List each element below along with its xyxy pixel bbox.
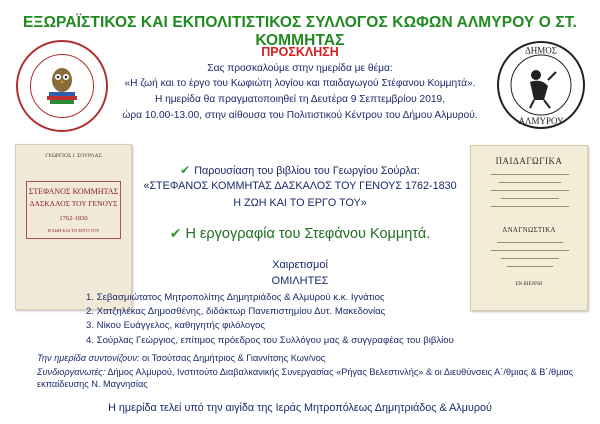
check-icon: ✔ — [169, 225, 182, 241]
invitation-heading: ΠΡΟΣΚΛΗΣΗ — [261, 45, 339, 59]
ergography-line: ✔ Η εργογραφία του Στεφάνου Κομμητά. — [169, 225, 431, 242]
speaker-item: 1. Σεβασμιώτατος Μητροπολίτης Δημητριάδος & Αλμυρού κ.κ. Ιγνάτιος — [86, 292, 385, 303]
book-title-1: ΣΤΕΦΑΝΟΣ ΚΟΜΜΗΤΑΣ — [28, 187, 119, 196]
check-icon: ✔ — [180, 163, 191, 177]
invitation-line-2: «Η ζωή και το έργο του Κωφιώτη λογίου και παιδαγωγού Στέφανου Κομμητά». — [124, 78, 476, 89]
organizers-value: Δήμος Αλμυρού, Ινστιτούτο Διαβαλκανικής Συνεργασίας «Ρήγας Βελεστινλής» & οι Διευθύνσεις Α΄/θμιας & Β΄/θμιας εκπαίδευσης Ν. Μαγνησίας — [37, 367, 574, 389]
organizers-block — [37, 367, 577, 390]
coordinators-value: οι Τσούτσας Δημήτριος & Γιαννίτσης Κων/νος — [142, 353, 326, 363]
book-title-2: ΔΑΣΚΑΛΟΣ ΤΟΥ ΓΕΝΟΥΣ — [29, 199, 118, 208]
book-years: 1762-1830 — [59, 215, 88, 222]
speaker-item: 2. Χατζηλέκας Δημοσθένης, διδάκτωρ Πανεπιστημίου Δυτ. Μακεδονίας — [86, 306, 386, 317]
speaker-item: 4. Σούρλας Γεώργιος, επίτιμος πρόεδρος του Συλλόγου μας & συγγραφέας του βιβλίου — [86, 335, 454, 346]
book-subtitle: Η ΖΩΗ ΚΑΙ ΤΟ ΕΡΓΟ ΤΟΥ — [47, 228, 100, 233]
old-book-heading: ΠΑΙΔΑΓΩΓΙΚΑ — [495, 156, 563, 166]
old-book-place: ΕΝ ΒΙΕΝΝΗ — [515, 282, 543, 287]
presentation-line-3: Η ΖΩΗ ΚΑΙ ΤΟ ΕΡΓΟ ΤΟΥ» — [233, 197, 367, 209]
coordinators-label: Την ημερίδα συντονίζουν: — [37, 353, 140, 363]
seal-bottom-text: ΑΛΜΥΡΟΥ — [518, 116, 564, 126]
greetings: Χαιρετισμοί — [272, 259, 328, 271]
invitation-line-1: Σας προσκαλούμε στην ημερίδα με θέμα: — [207, 63, 393, 74]
seal-top-text: ΔΗΜΟΣ — [524, 45, 558, 56]
old-book-subheading: ΑΝΑΓΝΩΣΤΙΚΑ — [502, 226, 556, 234]
association-title: ΕΞΩΡΑΪΣΤΙΚΟΣ ΚΑΙ ΕΚΠΟΛΙΤΙΣΤΙΚΟΣ ΣΥΛΛΟΓΟΣ ΚΩΦΩΝ ΑΛΜΥΡΟΥ Ο ΣΤ. ΚΟΜΜΗΤΑΣ — [22, 14, 577, 49]
coordinators-line — [37, 353, 325, 363]
speakers-heading: ΟΜΙΛΗΤΕΣ — [271, 275, 329, 287]
presentation-line-1: ✔ Παρουσίαση του βιβλίου του Γεωργίου Σούρλα: — [180, 163, 420, 177]
auspices-footer: Η ημερίδα τελεί υπό την αιγίδα της Ιεράς Μητροπόλεως Δημητριάδος & Αλμυρού — [108, 402, 492, 414]
presentation-line-2: «ΣΤΕΦΑΝΟΣ ΚΟΜΜΗΤΑΣ ΔΑΣΚΑΛΟΣ ΤΟΥ ΓΕΝΟΥΣ 1762-1830 — [143, 180, 457, 192]
book-author: ΓΕΩΡΓΙΟΣ Ι. ΣΟΥΡΛΑΣ — [45, 153, 102, 159]
invitation-line-3: Η ημερίδα θα πραγματοποιηθεί τη Δευτέρα 9 Σεπτεμβρίου 2019, — [154, 94, 446, 105]
invitation-line-4: ώρα 10.00-13.00, στην αίθουσα του Πολιτιστικού Κέντρου του Δήμου Αλμυρού. — [122, 110, 478, 121]
speaker-item: 3. Νίκου Ευάγγελος, καθηγητής φιλόλογος — [86, 320, 266, 331]
organizers-label: Συνδιοργανωτές: — [37, 367, 106, 377]
